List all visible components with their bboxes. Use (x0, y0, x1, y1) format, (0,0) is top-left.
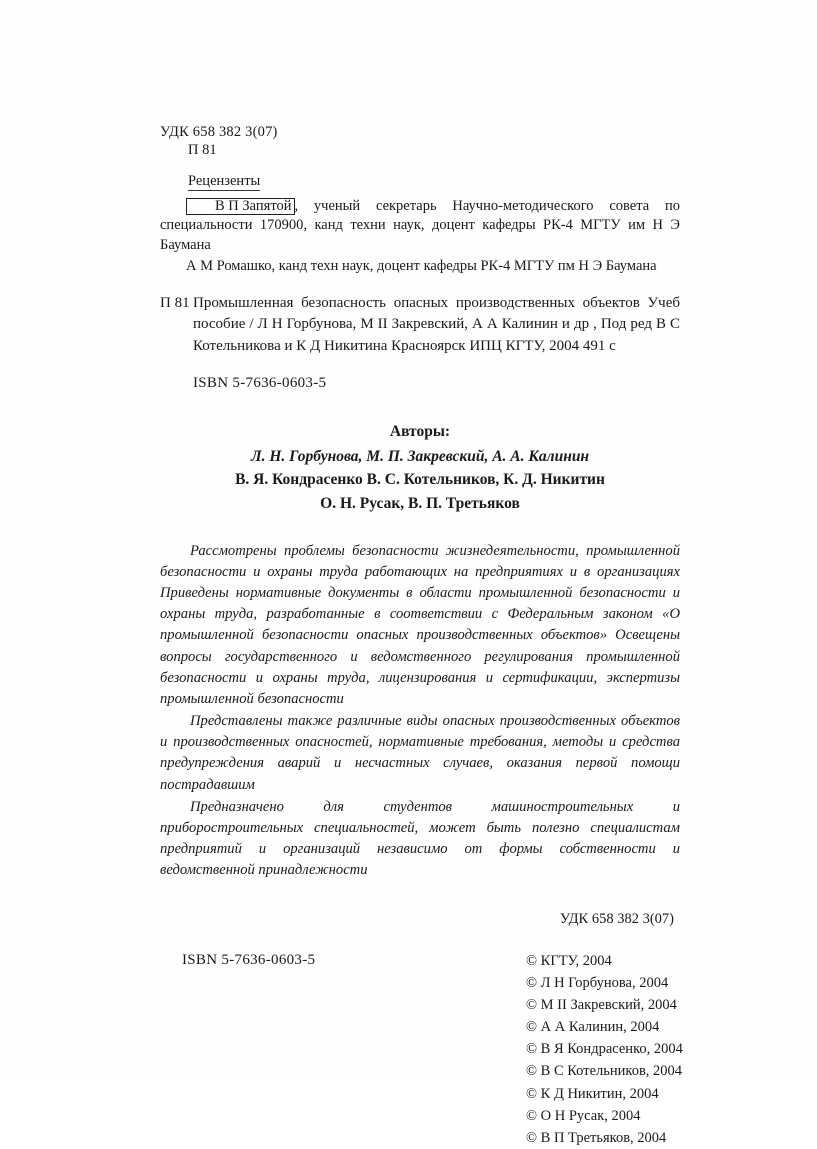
bibliographic-record (160, 293, 680, 357)
isbn-bottom: ISBN 5-7636-0603-5 (182, 952, 316, 969)
copyright-item: © В Я Кондрасенко, 2004 (526, 1041, 683, 1058)
copyright-item: © К Д Никитин, 2004 (526, 1085, 659, 1102)
reviewer-name-boxed: В П Запятой (186, 198, 295, 215)
reviewers-block (160, 197, 680, 277)
copyright-item: © Л Н Горбунова, 2004 (526, 975, 669, 992)
copyright-item: © КГТУ, 2004 (526, 953, 612, 970)
udk-code-top: УДК 658 382 3(07) (160, 124, 278, 140)
annotation-paragraph-1: Рассмотрены проблемы безопасности жизнедеятельности, промышленной безопасности и охраны труда работающих на предприятиях и в организациях Приведены нормативные документы в области промышленной безопасности и охраны труда, разработанные в соответствии с Федеральным законом «О промышленной безопасности опасных производственных объектов» Освещены вопросы государственного и ведомственного регулирования промышленной безопасности и охраны труда, лицензирования и сертификации, экспертизы промышленной безопасности (160, 542, 680, 707)
imprint-row (160, 950, 683, 1146)
udk-code-bottom: УДК 658 382 3(07) (559, 911, 674, 928)
reviewers-heading: Рецензенты (188, 173, 261, 189)
shelf-index-top: П 81 (188, 142, 217, 158)
copyright-item: © О Н Русак, 2004 (526, 1107, 641, 1124)
authors-caption: Авторы: (389, 422, 451, 440)
reviewer-entry-2: А М Ромашко, канд техн наук, доцент кафедры РК-4 МГТУ пм Н Э Баумана (186, 258, 657, 275)
copyright-item: © В С Котельников, 2004 (526, 1063, 683, 1080)
isbn-top: ISBN 5-7636-0603-5 (193, 374, 327, 391)
authors-block (160, 420, 680, 515)
copyright-item: © В П Третьяков, 2004 (526, 1129, 667, 1146)
copyright-list (526, 950, 683, 1148)
authors-line-2: В. Я. Кондрасенко В. С. Котельников, К. Д. Никитин (235, 471, 605, 489)
reviewer-details-1: , ученый секретарь Научно-методического совета по специальности 170900, канд техни наук, доцент кафедры РК-4 МГТУ им Н Э Баумана (160, 197, 680, 253)
copyright-item: © А А Калинин, 2004 (526, 1019, 660, 1036)
annotation-block (160, 541, 680, 882)
authors-line-3: О. Н. Русак, В. П. Третьяков (320, 494, 520, 512)
reviewer-entry-1 (160, 197, 680, 256)
annotation-paragraph-2: Представлены также различные виды опасных производственных объектов и производственных опасностей, нормативные требования, методы и средства предупреждения аварий и несчастных случаев, оказания первой помощи пострадавшим (160, 713, 680, 793)
annotation-paragraph-3: Предназначено для студентов машиностроительных и приборостроительных специальностей, может быть полезно специалистам предприятий и организаций независимо от формы собственности и ведомственной принадлежности (160, 798, 680, 879)
authors-line-1: Л. Н. Горбунова, М. П. Закревский, А. А. Калинин (250, 448, 590, 466)
copyright-item: © М II Закревский, 2004 (526, 997, 677, 1014)
page-content (160, 124, 683, 1146)
biblio-text: Промышленная безопасность опасных производственных объектов Учеб пособие / Л Н Горбунова, М II Закревский, А А Калинин и др , Под ред В С Котельникова и К Д Никитина Красноярск ИПЦ КГТУ, 2004 491 с (193, 294, 680, 354)
biblio-index: П 81 (160, 294, 190, 311)
